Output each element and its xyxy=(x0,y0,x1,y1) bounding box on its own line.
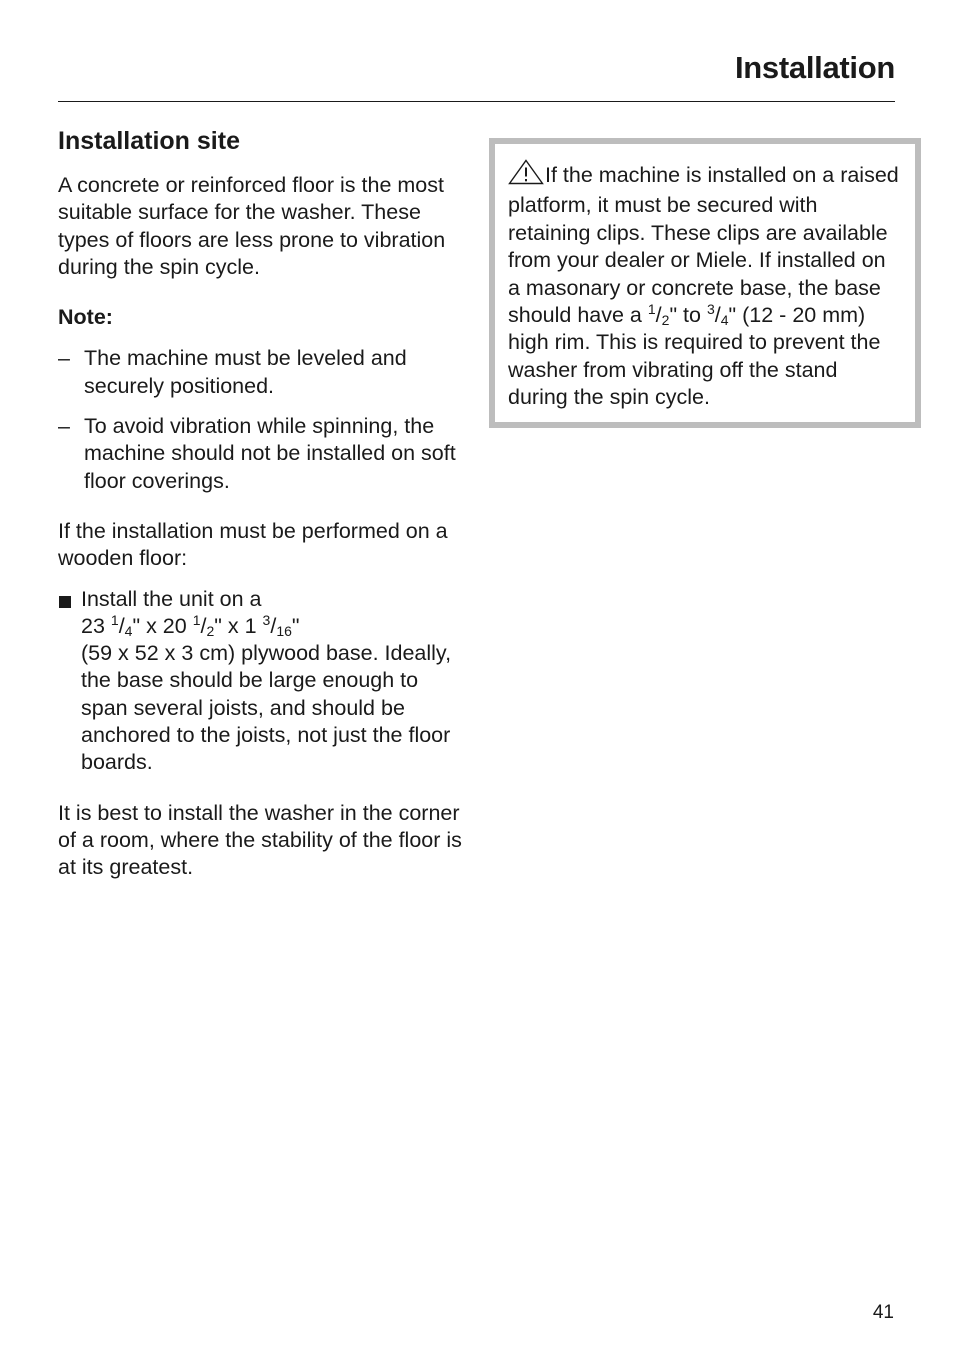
page-number: 41 xyxy=(872,1302,894,1323)
fraction-slash: / xyxy=(270,613,277,638)
fraction-denominator: 4 xyxy=(720,312,729,329)
dimension-text: 23 xyxy=(81,613,111,638)
wooden-floor-intro: If the installation must be performed on a wooden floor: xyxy=(58,518,448,571)
fraction-denominator: 2 xyxy=(206,622,215,639)
instruction-rest: (59 x 52 x 3 cm) plywood base. Ideally, the base should be large enough to span several joists, and should be anchored to the joists, not just the floor boards. xyxy=(81,641,452,775)
square-bullet-icon xyxy=(59,596,71,608)
fraction-slash: / xyxy=(200,613,207,638)
fraction-denominator: 16 xyxy=(276,622,292,639)
dimension-text: " x 1 xyxy=(214,613,263,638)
instruction-line1: Install the unit on a xyxy=(81,586,262,611)
note-text: To avoid vibration while spinning, the machine should not be installed on soft floor coverings. xyxy=(84,414,456,493)
dash-marker: – xyxy=(58,346,70,371)
note-item xyxy=(58,345,468,400)
fraction-slash: / xyxy=(655,303,662,328)
warning-triangle-icon xyxy=(508,159,544,192)
warning-text: If the machine is installed on a raised platform, it must be secured with retaining clips. These clips are available from your dealer or Miele. If installed on a masonary or concrete base, the base should have a xyxy=(508,163,899,328)
intro-paragraph: A concrete or reinforced floor is the most suitable surface for the washer. These types of floors are less prone to vibration during the spin cycle. xyxy=(58,173,446,279)
warning-box xyxy=(489,138,921,428)
fraction-slash: / xyxy=(118,613,125,638)
dash-marker: – xyxy=(58,414,70,439)
dimension-text: " xyxy=(291,613,300,638)
closing-paragraph: It is best to install the washer in the corner of a room, where the stability of the floor is at its greatest. xyxy=(58,800,462,880)
page-header-title: Installation xyxy=(734,50,895,85)
fraction-slash: / xyxy=(714,303,721,328)
instruction-item xyxy=(58,586,468,777)
instruction-dimensions xyxy=(81,613,468,640)
fraction-denominator: 4 xyxy=(124,622,133,639)
note-text: The machine must be leveled and securely positioned. xyxy=(84,346,407,398)
note-item xyxy=(58,413,468,495)
left-column xyxy=(58,124,468,905)
fraction-numerator: 3 xyxy=(706,301,715,318)
header-divider xyxy=(58,101,895,102)
fraction-numerator: 1 xyxy=(647,301,656,318)
fraction-numerator: 1 xyxy=(110,611,119,628)
fraction-numerator: 1 xyxy=(192,611,201,628)
dimension-text: " x 20 xyxy=(132,613,193,638)
fraction-numerator: 3 xyxy=(262,611,271,628)
warning-text: " (12 - 20 mm) high rim. This is required to prevent the washer from vibrating off the stand during the spin cycle. xyxy=(508,303,881,410)
note-label: Note: xyxy=(58,305,113,330)
fraction-denominator: 2 xyxy=(661,312,670,329)
warning-text: " to xyxy=(669,303,707,328)
section-title: Installation site xyxy=(58,127,240,155)
